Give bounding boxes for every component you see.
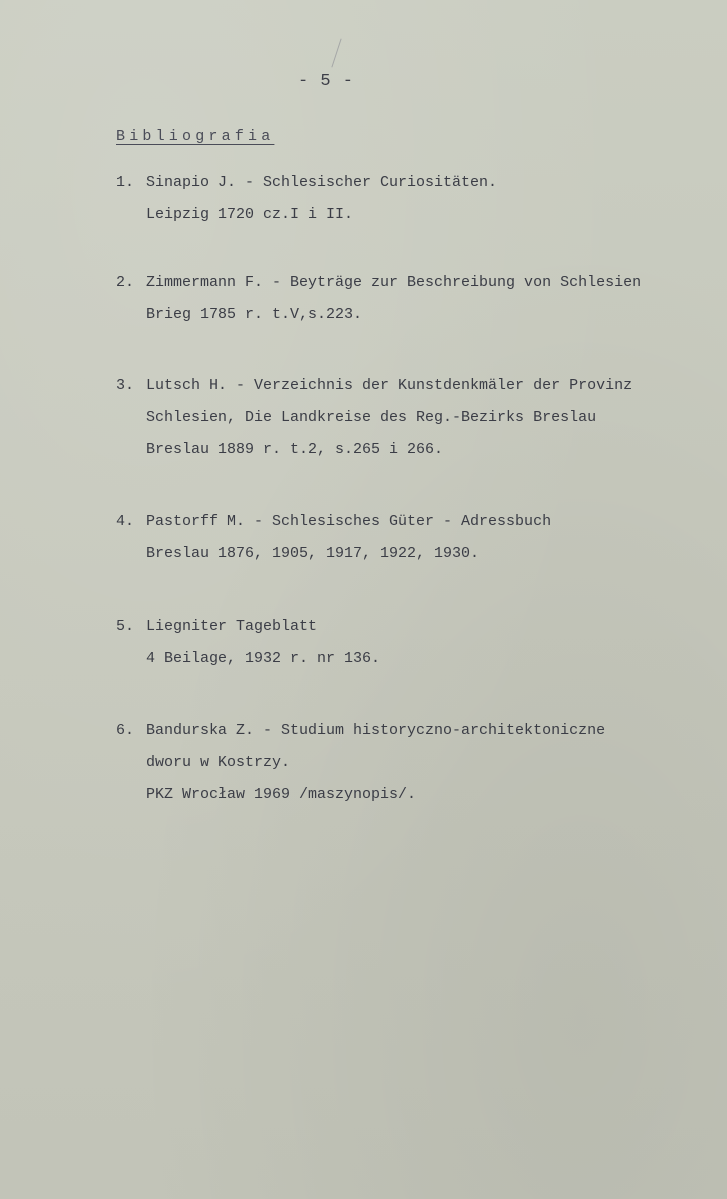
bibliography-entry bbox=[116, 167, 497, 231]
entry-number: 4. bbox=[116, 513, 135, 530]
entry-text: Sinapio J. - Schlesischer Curiositäten. bbox=[146, 174, 498, 191]
entry-first-line bbox=[116, 167, 497, 199]
page-number: - 5 - bbox=[298, 72, 355, 91]
entry-number: 1. bbox=[116, 174, 135, 191]
entry-line: Brieg 1785 r. t.V,s.223. bbox=[146, 306, 363, 323]
entry-first-line bbox=[116, 611, 380, 643]
entry-number: 5. bbox=[116, 618, 135, 635]
entry-line: 4 Beilage, 1932 r. nr 136. bbox=[146, 650, 381, 667]
entry-text: Zimmermann F. - Beyträge zur Beschreibung von Schlesien bbox=[146, 274, 642, 291]
entry-first-line bbox=[116, 370, 632, 402]
entry-text: Lutsch H. - Verzeichnis der Kunstdenkmäler der Provinz bbox=[146, 377, 633, 394]
bibliography-entry bbox=[116, 506, 551, 570]
entry-number: 2. bbox=[116, 274, 135, 291]
entry-number: 3. bbox=[116, 377, 135, 394]
entry-line: Leipzig 1720 cz.I i II. bbox=[146, 206, 354, 223]
entry-line: dworu w Kostrzy. bbox=[146, 754, 291, 771]
bibliography-entry bbox=[116, 611, 380, 675]
bibliography-heading: Bibliografia bbox=[116, 128, 275, 145]
entry-line: Breslau 1889 r. t.2, s.265 i 266. bbox=[146, 441, 444, 458]
entry-text: Pastorff M. - Schlesisches Güter - Adressbuch bbox=[146, 513, 552, 530]
entry-text: Bandurska Z. - Studium historyczno-architektoniczne bbox=[146, 722, 606, 739]
bibliography-entry bbox=[116, 267, 641, 331]
entry-line: PKZ Wrocław 1969 /maszynopis/. bbox=[146, 786, 417, 803]
entry-number: 6. bbox=[116, 722, 135, 739]
entry-first-line bbox=[116, 715, 605, 747]
entry-first-line bbox=[116, 506, 551, 538]
entry-first-line bbox=[116, 267, 641, 299]
bibliography-entry bbox=[116, 370, 632, 466]
pencil-mark bbox=[331, 39, 341, 68]
bibliography-entry bbox=[116, 715, 605, 811]
entry-text: Liegniter Tageblatt bbox=[146, 618, 318, 635]
entry-line: Breslau 1876, 1905, 1917, 1922, 1930. bbox=[146, 545, 480, 562]
entry-line: Schlesien, Die Landkreise des Reg.-Bezirks Breslau bbox=[146, 409, 597, 426]
